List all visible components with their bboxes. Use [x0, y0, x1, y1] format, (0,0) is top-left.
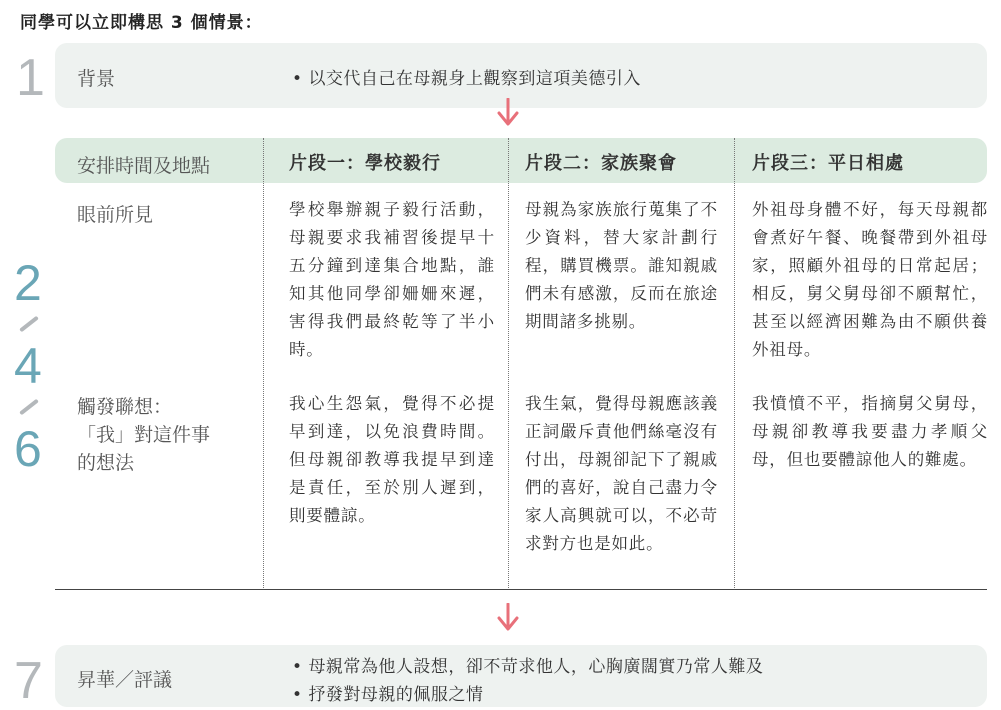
row-1-cell-1: 學校舉辦親子毅行活動，母親要求我補習後提早十五分鐘到達集合地點，誰知其他同學卻姍姍來遲，害得我們最終乾等了半小時。 [289, 200, 495, 359]
table-bottom-rule [55, 589, 987, 590]
step-number-6: 6 [14, 421, 42, 477]
row-1-label: 眼前所見 [77, 204, 154, 226]
background-label: 背景 [77, 68, 116, 90]
segment-2-header: 片段二：家族聚會 [525, 153, 677, 174]
row-header-label: 安排時間及地點 [77, 155, 211, 177]
row-2-label-line-2: 「我」對這件事 [77, 424, 211, 446]
step-separator-1 [19, 316, 39, 333]
step-separator-2 [19, 399, 39, 416]
segment-3-header: 片段三：平日相處 [752, 153, 904, 174]
sublimation-bullet-2-text: 抒發對母親的佩服之情 [308, 685, 484, 705]
segment-1-header: 片段一：學校毅行 [289, 153, 441, 174]
bullet-dot: • [292, 657, 303, 677]
sublimation-bullet-2 [292, 680, 483, 705]
down-arrow-icon [496, 603, 520, 633]
sublimation-label: 昇華／評議 [77, 669, 173, 691]
step-number-7: 7 [14, 652, 43, 710]
row-1-cell-2: 母親為家族旅行蒐集了不少資料，替大家計劃行程，購買機票。誰知親戚們未有感激，反而在旅途期間諸多挑剔。 [525, 200, 718, 331]
sublimation-bullet-1 [292, 652, 763, 677]
down-arrow-icon [496, 98, 520, 128]
row-2-label-line-3: 的想法 [77, 452, 135, 474]
row-2-cell-3: 我憤憤不平，指摘舅父舅母，母親卻教導我要盡力孝順父母，但也要體諒他人的難處。 [752, 394, 988, 469]
bullet-dot: • [292, 69, 303, 89]
row-2-cell-1: 我心生怨氣，覺得不必提早到達，以免浪費時間。但母親卻教導我提早到達是責任，至於別人遲到，則要體諒。 [289, 394, 495, 525]
step-number-1: 1 [16, 49, 45, 107]
column-divider-1 [263, 138, 264, 588]
sublimation-bullet-1-text: 母親常為他人設想，卻不苛求他人，心胸廣闊實乃常人難及 [308, 657, 764, 677]
row-1-cell-3: 外祖母身體不好，每天母親都會煮好午餐、晚餐帶到外祖母家，照顧外祖母的日常起居；相反，舅父舅母卻不願幫忙，甚至以經濟困難為由不願供養外祖母。 [752, 200, 988, 359]
step-number-2: 2 [14, 255, 42, 311]
column-divider-3 [734, 138, 735, 588]
row-2-cell-2: 我生氣，覺得母親應該義正詞嚴斥責他們絲毫沒有付出，母親卻記下了親戚們的喜好，說自己盡力令家人高興就可以，不必苛求對方也是如此。 [525, 394, 718, 553]
page-heading: 同學可以立即構思 3 個情景： [20, 13, 263, 33]
row-2-label-line-1: 觸發聯想： [77, 396, 173, 418]
background-bullet-text: 以交代自己在母親身上觀察到這項美德引入 [308, 69, 641, 89]
step-number-4: 4 [14, 338, 42, 394]
row-2-label [77, 393, 210, 477]
bullet-dot: • [292, 685, 303, 705]
background-bullet [292, 64, 641, 89]
column-divider-2 [508, 138, 509, 588]
